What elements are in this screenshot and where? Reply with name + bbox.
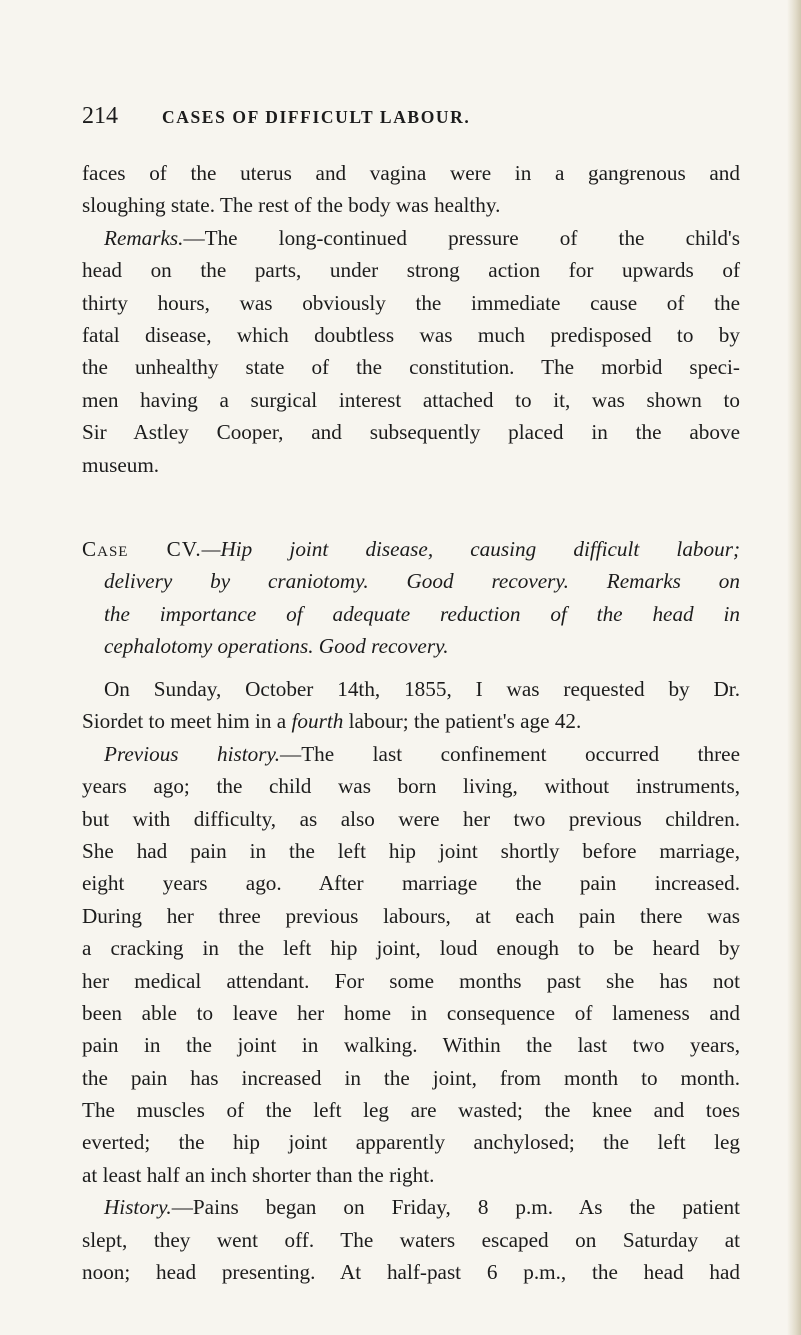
text-line: head on the parts, under strong action for upwards of <box>82 258 740 283</box>
text-line: her medical attendant. For some months past she has not <box>82 968 740 993</box>
text-line: men having a surgical interest attached to it, was shown to <box>82 387 740 412</box>
text-line-fourth-labour: Siordet to meet him in a fourth labour; the patient's age 42. <box>82 709 582 734</box>
running-head <box>82 101 742 131</box>
fourth-emphasis: fourth <box>291 709 344 734</box>
text-line: the pain has increased in the joint, from month to month. <box>82 1065 740 1090</box>
text-line: She had pain in the left hip joint shortly before marriage, <box>82 838 740 863</box>
text-line: everted; the hip joint apparently anchylosed; the left leg <box>82 1130 740 1155</box>
text-line: at least half an inch shorter than the right. <box>82 1162 435 1187</box>
text-line: thirty hours, was obviously the immediate cause of the <box>82 290 740 315</box>
history-first-line: History.—Pains began on Friday, 8 p.m. As the patient <box>104 1195 740 1220</box>
case-heading-text: —Hip joint disease, causing difficult labour; <box>201 537 740 561</box>
text-line: During her three previous labours, at each pain there was <box>82 903 740 928</box>
case-heading-line: delivery by craniotomy. Good recovery. Remarks on <box>104 569 740 594</box>
text-line: museum. <box>82 452 160 477</box>
history-label: History. <box>104 1195 172 1220</box>
running-head-title: CASES OF DIFFICULT LABOUR. <box>162 107 471 127</box>
text-line: fatal disease, which doubtless was much predisposed to by <box>82 322 740 347</box>
text-block-top <box>82 157 740 481</box>
text-line: been able to leave her home in consequence of lameness and <box>82 1000 740 1025</box>
text-block-main <box>82 673 740 1288</box>
text-line: slept, they went off. The waters escaped on Saturday at <box>82 1227 740 1252</box>
previous-history-first-line: Previous history.—The last confinement occurred three <box>104 741 740 766</box>
case-heading-line: cephalotomy operations. Good recovery. <box>104 634 449 659</box>
text-line-rest: —The long-continued pressure of the child's <box>183 225 740 250</box>
page-edge-shadow <box>787 0 801 1335</box>
case-label: Case CV. <box>82 537 202 561</box>
text-line: pain in the joint in walking. Within the last two years, <box>82 1033 740 1058</box>
text-line: faces of the uterus and vagina were in a gangrenous and <box>82 161 740 185</box>
previous-history-label: Previous history. <box>104 741 281 766</box>
text-line: noon; head presenting. At half-past 6 p.m., the head had <box>82 1260 740 1285</box>
case-heading-first-line <box>82 533 740 565</box>
text-line: but with difficulty, as also were her two previous children. <box>82 806 740 831</box>
remarks-first-line <box>82 222 740 254</box>
remarks-label: Remarks. <box>104 225 184 250</box>
case-heading <box>82 533 740 663</box>
text-line: sloughing state. The rest of the body was healthy. <box>82 193 501 218</box>
case-heading-line: the importance of adequate reduction of the head in <box>104 601 740 626</box>
text-line: the unhealthy state of the constitution. The morbid speci- <box>82 355 740 380</box>
text-line: Sir Astley Cooper, and subsequently placed in the above <box>82 420 740 445</box>
text-line: a cracking in the left hip joint, loud enough to be heard by <box>82 936 740 961</box>
text-line: eight years ago. After marriage the pain increased. <box>82 871 740 896</box>
page-number: 214 <box>82 103 118 129</box>
text-line: The muscles of the left leg are wasted; the knee and toes <box>82 1098 740 1123</box>
text-line: On Sunday, October 14th, 1855, I was requested by Dr. <box>104 677 740 701</box>
text-line: years ago; the child was born living, without instruments, <box>82 774 740 799</box>
